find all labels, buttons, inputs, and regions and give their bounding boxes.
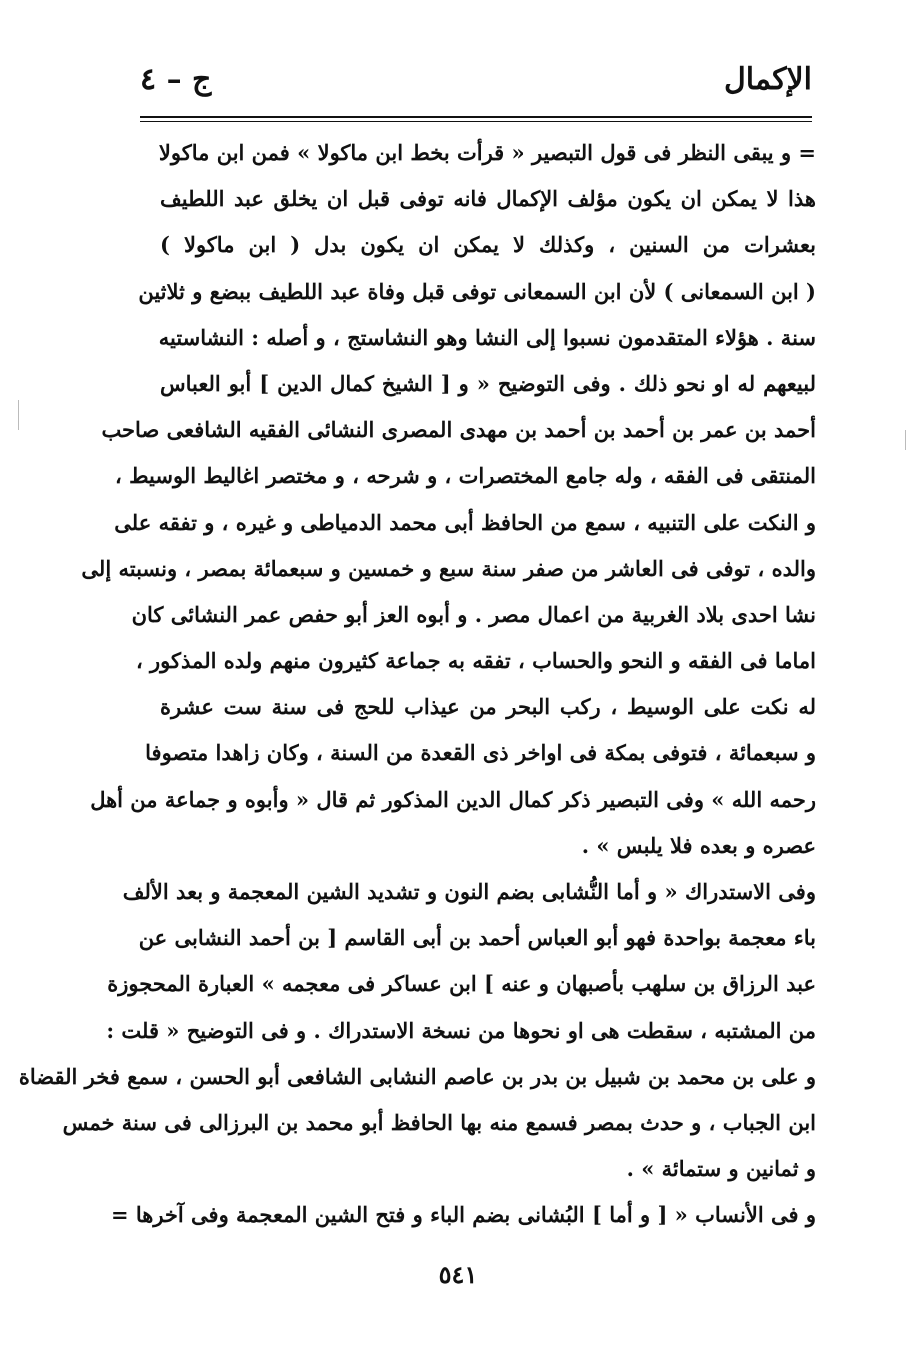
text-line: و سبعمائة ، فتوفى بمكة فى اواخر ذى القعدة من السنة ، وكان زاهدا متصوفا (145, 740, 816, 766)
header-rule (140, 116, 812, 118)
text-line: لبيعهم له او نحو ذلك . وفى التوضيح « و [ الشيخ كمال الدين ] أبو العباس (160, 370, 816, 396)
text-line: و ثمانين و ستمائة » . (626, 1156, 816, 1182)
text-line: اماما فى الفقه و النحو والحساب ، تفقه به جماعة كثيرون منهم ولده المذكور ، (135, 648, 816, 674)
running-header (140, 60, 812, 104)
text-line: من المشتبه ، سقطت هى او نحوها من نسخة الاستدراك . و فى التوضيح « قلت : (106, 1017, 816, 1043)
page-number: ٥٤١ (438, 1260, 478, 1289)
text-line: المنتقى فى الفقه ، وله جامع المختصرات ، و شرحه ، و مختصر اغاليط الوسيط ، (115, 463, 816, 489)
text-line: باء معجمة بواحدة فهو أبو العباس أحمد بن أبى القاسم [ بن أحمد النشابى عن (138, 925, 816, 951)
text-line: سنة . هؤلاء المتقدمون نسبوا إلى النشا وهو النشاستج ، و أصله : النشاستيه (158, 324, 816, 350)
text-line: رحمه الله » وفى التبصير ذكر كمال الدين المذكور ثم قال « وأبوه و جماعة من أهل (90, 786, 816, 812)
volume-label: ج – ٤ (140, 62, 212, 97)
body-text (18, 130, 816, 1239)
text-line: ابن الجباب ، و حدث بمصر فسمع منه بها الحافظ أبو محمد بن البرزالى فى سنة خمس (62, 1109, 816, 1135)
book-title: الإكمال (723, 62, 812, 97)
text-line: و على بن محمد بن شبيل بن بدر بن عاصم النشابى الشافعى أبو الحسن ، سمع فخر القضاة (18, 1063, 816, 1089)
scan-artifact (18, 400, 19, 430)
text-line: = و يبقى النظر فى قول التبصير « قرأت بخط ابن ماكولا » فمن ابن ماكولا (158, 140, 816, 165)
text-line: هذا لا يمكن ان يكون مؤلف الإكمال فانه توفى قبل ان يخلق عبد اللطيف (160, 186, 816, 212)
header-rule-thin (140, 121, 812, 122)
text-line: نشا احدى بلاد الغربية من اعمال مصر . و أبوه العز أبو حفص عمر النشائى كان (131, 601, 816, 627)
text-line: و فى الأنساب « [ و أما ] البُشانى بضم الباء و فتح الشين المعجمة وفى آخرها = (110, 1202, 816, 1228)
text-line: والده ، توفى فى العاشر من صفر سنة سبع و خمسين و سبعمائة بمصر ، ونسبته إلى (81, 555, 816, 581)
text-line: وفى الاستدراك « و أما النُّشابى بضم النون و تشديد الشين المعجمة و بعد الألف (122, 879, 816, 904)
text-line: أحمد بن عمر بن أحمد بن أحمد بن مهدى المصرى النشائى الفقيه الشافعى صاحب (101, 417, 816, 443)
text-line: عبد الرزاق بن سلهب بأصبهان و عنه ] ابن عساكر فى معجمه » العبارة المحجوزة (107, 971, 816, 997)
text-line: ( ابن السمعانى ) لأن ابن السمعانى توفى قبل وفاة عبد اللطيف ببضع و ثلاثين (138, 278, 816, 304)
text-line: عصره و بعده فلا يلبس » . (581, 832, 816, 858)
scan-artifact (905, 430, 906, 450)
text-line: بعشرات من السنين ، وكذلك لا يمكن ان يكون بدل ( ابن ماكولا ) (160, 232, 816, 258)
text-line: و النكت على التنبيه ، سمع من الحافظ أبى محمد الدمياطى و غيره ، و تفقه على (114, 509, 816, 535)
text-line: له نكت على الوسيط ، ركب البحر من عيذاب للحج فى سنة ست عشرة (160, 694, 816, 720)
